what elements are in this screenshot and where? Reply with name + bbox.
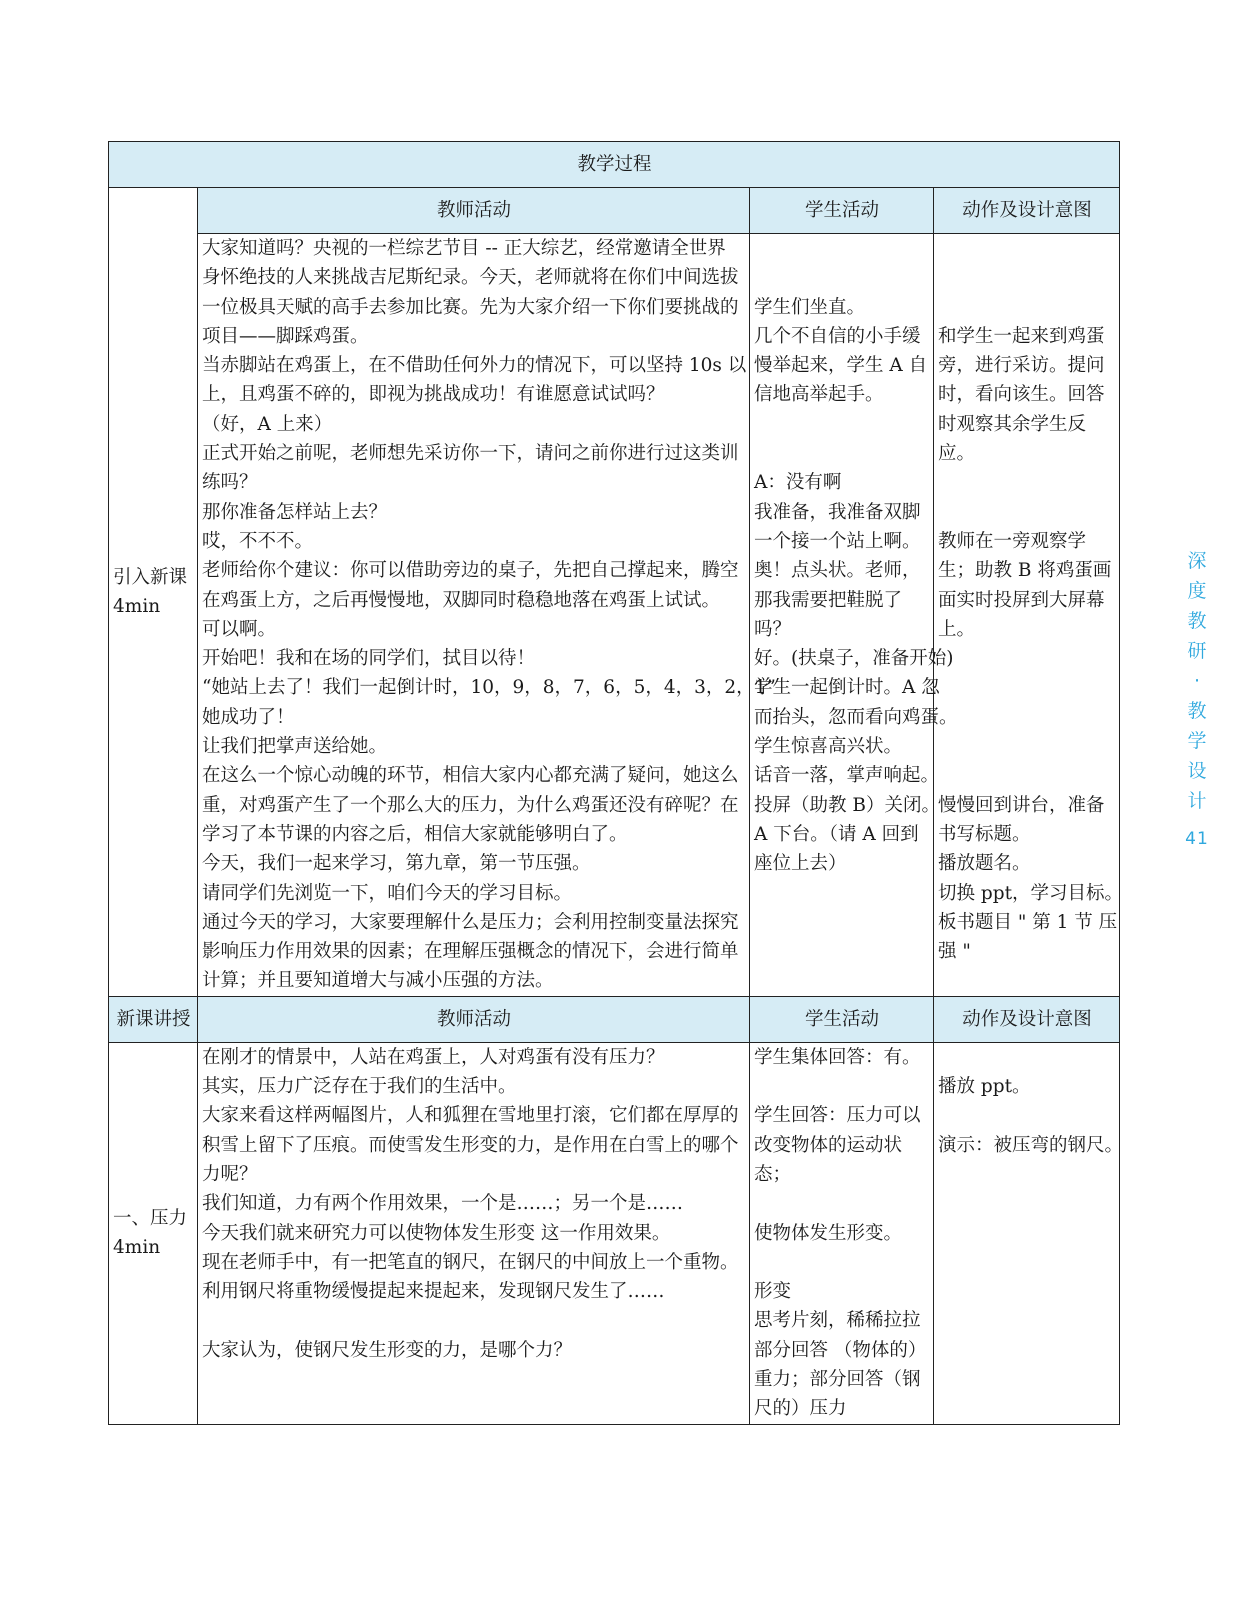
text-line: 她成功了！ [202, 706, 295, 728]
side-char: 设 [1187, 760, 1207, 782]
text-line: 开始吧！我和在场的同学们，拭目以待！ [202, 648, 536, 670]
header-teacher-activity: 教师活动 [198, 188, 750, 234]
text-line: 慢慢回到讲台，准备 [938, 794, 1105, 816]
text-line: 书写标题。 [938, 823, 1031, 845]
text-line: 切换 ppt，学习目标。 [938, 882, 1124, 904]
text-line: 练吗？ [202, 472, 258, 494]
page-number: 41 [1185, 829, 1209, 849]
text-line [202, 1306, 746, 1335]
text-line [754, 439, 930, 468]
text-line: 信地高举起手。 [754, 384, 884, 406]
design-intent-cell [934, 234, 1124, 997]
text-line: 在这么一个惊心动魄的环节，相信大家内心都充满了疑问，她这么 [202, 765, 739, 787]
text-line: 上，且鸡蛋不碎的，即视为挑战成功！有谁愿意试试吗？ [202, 384, 665, 406]
text-line: 身怀绝技的人来挑战吉尼斯纪录。今天，老师就将在你们中间选拔 [202, 267, 739, 289]
text-line: 旁，进行采访。提问 [938, 355, 1105, 377]
text-line: 好。(扶桌子，准备开始) [754, 648, 954, 670]
text-line: 使物体发生形变。 [754, 1222, 903, 1244]
text-line: 应。 [938, 443, 976, 465]
text-line: 我准备，我准备双脚 [754, 501, 921, 523]
text-line: 利用钢尺将重物缓慢提起来提起来，发现钢尺发生了…… [202, 1281, 665, 1303]
text-line: 学生集体回答：有。 [754, 1046, 921, 1068]
text-line [938, 498, 1116, 527]
student-activity-cell [750, 234, 958, 997]
text-line: 计算；并且要知道增大与减小压强的方法。 [202, 970, 554, 992]
text-line: 尺的）压力 [754, 1398, 847, 1420]
side-char: 度 [1187, 580, 1207, 602]
text-line: 奥！点头状。老师， [754, 560, 921, 582]
text-line: 老师给你个建议：你可以借助旁边的桌子，先把自己撑起来，腾空 [202, 560, 739, 582]
text-line: 力呢？ [202, 1163, 258, 1185]
text-line: 几个不自信的小手缓 [754, 325, 921, 347]
text-line: 改变物体的运动状 [754, 1134, 903, 1156]
design-intent-cell-2 [934, 1042, 1124, 1424]
text-line: 今天我们就来研究力可以使物体发生形变 这一作用效果。 [202, 1222, 671, 1244]
text-line: 影响压力作用效果的因素；在理解压强概念的情况下，会进行简单 [202, 941, 739, 963]
text-line [754, 234, 930, 263]
text-line: 项目——脚踩鸡蛋。 [202, 325, 369, 347]
text-line [938, 673, 1116, 702]
teacher-activity-cell-2 [198, 1042, 750, 1424]
text-line: （好，A 上来） [202, 413, 333, 435]
side-char: 教 [1187, 700, 1207, 722]
text-line: “她站上去了！我们一起倒计时，10，9，8，7，6，5，4，3，2，1” [202, 677, 776, 699]
text-line [938, 1043, 1116, 1072]
text-line: 座位上去） [754, 853, 847, 875]
text-line: 强 " [938, 941, 971, 963]
text-line: 那你准备怎样站上去？ [202, 501, 388, 523]
side-char: 计 [1187, 790, 1207, 812]
text-line: A 下台。（请 A 回到 [754, 823, 919, 845]
text-line: 吗？ [754, 618, 792, 640]
stage-duration: 4min [113, 595, 161, 617]
text-line: 形变 [754, 1281, 792, 1303]
header-student-activity-2: 学生活动 [750, 996, 934, 1042]
text-line: 学生一起倒计时。A 忽 [754, 677, 940, 699]
text-line: 重，对鸡蛋产生了一个那么大的压力，为什么鸡蛋还没有碎呢？在 [202, 794, 739, 816]
header-teacher-activity-2: 教师活动 [198, 996, 750, 1042]
text-line [938, 703, 1116, 732]
text-line: 而抬头，忽而看向鸡蛋。 [754, 706, 958, 728]
text-line: 学生惊喜高兴状。 [754, 736, 903, 758]
text-line [938, 468, 1116, 497]
student-activity-lines-2 [754, 1043, 930, 1424]
text-line: 重力；部分回答（钢 [754, 1368, 921, 1390]
text-line: 态； [754, 1163, 792, 1185]
header-student-activity: 学生活动 [750, 188, 934, 234]
side-label-chars [1182, 546, 1212, 816]
text-line: 可以啊。 [202, 618, 277, 640]
text-line: 上。 [938, 618, 976, 640]
text-line: 话音一落，掌声响起。 [754, 765, 940, 787]
text-line: 积雪上留下了压痕。而使雪发生形变的力，是作用在白雪上的哪个 [202, 1134, 739, 1156]
text-line: 正式开始之前呢，老师想先采访你一下，请问之前你进行过这类训 [202, 443, 739, 465]
text-line [754, 263, 930, 292]
text-line: 现在老师手中，有一把笔直的钢尺，在钢尺的中间放上一个重物。 [202, 1251, 739, 1273]
student-activity-cell-2 [750, 1042, 934, 1424]
text-line: 播放 ppt。 [938, 1076, 1031, 1098]
text-line: 学生们坐直。 [754, 296, 866, 318]
text-line [754, 1248, 930, 1277]
text-line: 让我们把掌声送给她。 [202, 736, 388, 758]
text-line: 投屏（助教 B）关闭。 [754, 794, 940, 816]
side-char: 深 [1187, 550, 1207, 572]
text-line: 教师在一旁观察学 [938, 530, 1087, 552]
text-line: 一位极具天赋的高手去参加比赛。先为大家介绍一下你们要挑战的 [202, 296, 739, 318]
text-line [938, 234, 1116, 263]
side-char: · [1193, 670, 1201, 692]
text-line: 和学生一起来到鸡蛋 [938, 325, 1105, 347]
text-line [938, 293, 1116, 322]
text-line: 慢举起来，学生 A 自 [754, 355, 928, 377]
text-line: 当赤脚站在鸡蛋上，在不借助任何外力的情况下，可以坚持 10s 以 [202, 355, 747, 377]
text-line: 大家来看这样两幅图片，人和狐狸在雪地里打滚，它们都在厚厚的 [202, 1105, 739, 1127]
side-char: 学 [1187, 730, 1207, 752]
text-line: 在刚才的情景中，人站在鸡蛋上，人对鸡蛋有没有压力？ [202, 1046, 665, 1068]
text-line: 时观察其余学生反 [938, 413, 1087, 435]
text-line: 我们知道，力有两个作用效果，一个是……；另一个是…… [202, 1193, 684, 1215]
text-line: 在鸡蛋上方，之后再慢慢地，双脚同时稳稳地落在鸡蛋上试试。 [202, 589, 721, 611]
teacher-activity-lines-2 [202, 1043, 746, 1365]
text-line [938, 644, 1116, 673]
stage-pressure [109, 1042, 198, 1424]
side-label [1182, 546, 1212, 854]
text-line [938, 732, 1116, 761]
text-line: 时，看向该生。回答 [938, 384, 1105, 406]
text-line: 部分回答 （物体的） [754, 1339, 927, 1361]
text-line: 请同学们先浏览一下，咱们今天的学习目标。 [202, 882, 573, 904]
side-char: 研 [1187, 640, 1207, 662]
text-line: 大家知道吗？央视的一栏综艺节目 -- 正大综艺，经常邀请全世界 [202, 238, 726, 259]
text-line [938, 761, 1116, 790]
text-line [754, 410, 930, 439]
text-line: 大家认为，使钢尺发生形变的力，是哪个力？ [202, 1339, 573, 1361]
stage-label: 引入新课 [113, 566, 188, 588]
teacher-activity-lines [202, 234, 776, 996]
section-new-lesson: 新课讲授 [109, 996, 198, 1042]
text-line: 那我需要把鞋脱了 [754, 589, 903, 611]
stage-intro [109, 188, 198, 997]
header-design-intent-2: 动作及设计意图 [934, 996, 1120, 1042]
text-line [754, 1072, 930, 1101]
student-activity-lines [754, 234, 958, 879]
stage-duration: 4min [113, 1237, 161, 1259]
text-line: 学生回答：压力可以 [754, 1105, 921, 1127]
text-line [938, 263, 1116, 292]
lesson-table [108, 141, 1124, 1425]
text-line: 学习了本节课的内容之后，相信大家就能够明白了。 [202, 823, 628, 845]
teacher-activity-cell [198, 234, 776, 997]
design-intent-lines-2 [938, 1043, 1124, 1160]
text-line: 演示：被压弯的钢尺。 [938, 1134, 1124, 1156]
text-line: 播放题名。 [938, 853, 1031, 875]
text-line: 通过今天的学习，大家要理解什么是压力；会利用控制变量法探究 [202, 911, 739, 933]
text-line: 思考片刻，稀稀拉拉 [754, 1310, 921, 1332]
stage-label: 一、压力 [113, 1207, 188, 1229]
text-line: 面实时投屏到大屏幕 [938, 589, 1105, 611]
text-line: 其实，压力广泛存在于我们的生活中。 [202, 1076, 517, 1098]
text-line: 生；助教 B 将鸡蛋画 [938, 560, 1112, 582]
text-line: A：没有啊 [754, 472, 842, 494]
text-line: 哎，不不不。 [202, 530, 314, 552]
text-line: 板书题目 " 第 1 节 压 [938, 911, 1118, 933]
text-line: 一个接一个站上啊。 [754, 530, 921, 552]
table-title: 教学过程 [109, 142, 1120, 188]
side-char: 教 [1187, 610, 1207, 632]
text-line [754, 1189, 930, 1218]
text-line [938, 1101, 1116, 1130]
text-line: 今天，我们一起来学习，第九章，第一节压强。 [202, 853, 591, 875]
header-design-intent: 动作及设计意图 [934, 188, 1120, 234]
design-intent-lines [938, 234, 1124, 966]
